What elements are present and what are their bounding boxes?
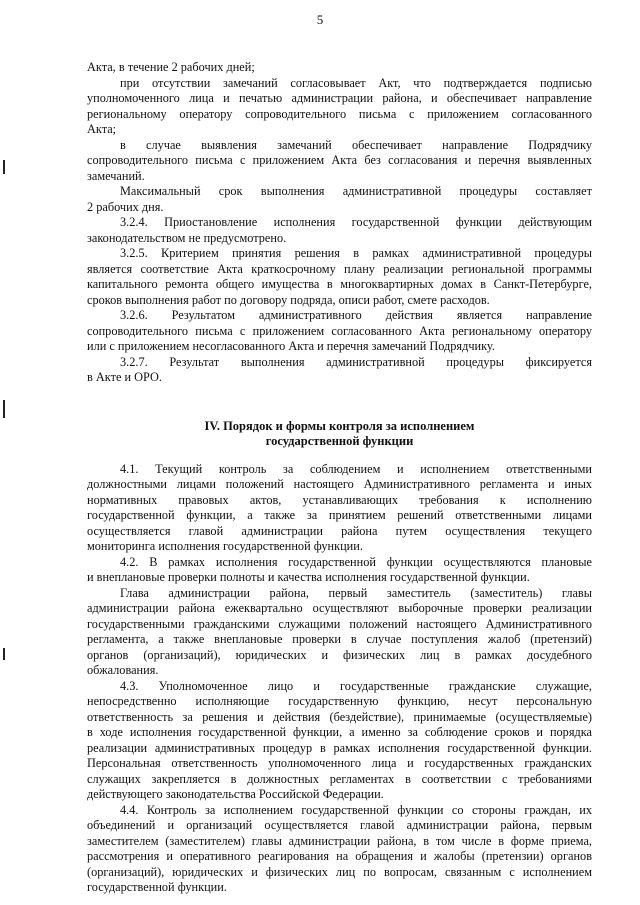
text-line: мониторинга исполнения государственной функции. <box>87 539 363 553</box>
paragraph-3-2-5 <box>87 246 592 308</box>
text-line: замечаний. <box>87 168 145 183</box>
text-line: ответственность за решения и действия (бездействие), принимаемые (осуществляемые) <box>87 709 592 724</box>
text-line: Глава администрации района, первый заместитель (заместитель) главы <box>120 585 592 600</box>
paragraph-max-term <box>87 184 592 215</box>
text-line: региональному оператору сопроводительного письма с приложением согласованного <box>87 106 592 121</box>
section-heading <box>87 419 592 450</box>
text-line: 3.2.6. Результатом административного действия является направление <box>120 308 592 322</box>
paragraph-3-1-continuation <box>87 60 592 76</box>
margin-mark-2 <box>3 400 5 418</box>
text-line: сопроводительного письма с приложением Акта без согласования и перечня выявленных <box>87 153 592 167</box>
text-line: (организаций), юридических и физических лиц по вопросам, связанным с исполнением <box>87 864 592 879</box>
text-line: 4.3. Уполномоченное лицо и государственные гражданские служащие, <box>120 678 592 693</box>
text-line: регламента, а также внеплановые проверки в случае поступления жалоб (претензий) <box>87 632 592 646</box>
paragraph-head-checks <box>87 586 592 679</box>
text-line: администрации района ежеквартально осуществляют выборочные проверки реализации <box>87 601 592 615</box>
text-line: реализации административных процедур в рамках исполнения государственной функции. <box>87 740 592 755</box>
text-line: сопроводительного письма с приложением согласованного Акта региональному оператору <box>87 323 592 338</box>
paragraph-4-2 <box>87 555 592 586</box>
paragraph-3-2-6 <box>87 308 592 355</box>
paragraph-no-remarks <box>87 76 592 138</box>
text-line: служащих закрепляется в должностных регламентах в соответствии с требованиями <box>87 771 592 786</box>
paragraph-4-4 <box>87 803 592 896</box>
paragraph-4-1 <box>87 462 592 555</box>
text-line: Акта, в течение 2 рабочих дней; <box>87 60 255 74</box>
paragraph-3-2-7 <box>87 355 592 386</box>
text-line: обжалования. <box>87 663 159 677</box>
text-line: капитального ремонта общего имущества в многоквартирных домах в Санкт-Петербурге, <box>87 277 592 291</box>
text-line: Максимальный срок выполнения административной процедуры составляет <box>120 184 592 198</box>
paragraph-4-3 <box>87 679 592 803</box>
paragraph-3-2-4 <box>87 215 592 246</box>
text-line: в случае выявления замечаний обеспечивает направление Подрядчику <box>120 137 592 152</box>
text-line: 3.2.5. Критерием принятия решения в рамках административной процедуры <box>120 246 592 260</box>
text-line: 4.2. В рамках исполнения государственной функции осуществляются плановые <box>120 554 592 569</box>
text-line: 4.1. Текущий контроль за соблюдением и исполнением ответственными <box>120 461 592 476</box>
text-line: сроков выполнения работ по договору подряда, описи работ, смете расходов. <box>87 292 490 307</box>
text-line: государственными гражданскими служащими положений настоящего Административного <box>87 616 592 631</box>
section-heading-line-1: IV. Порядок и формы контроля за исполнением <box>204 418 475 433</box>
section-heading-line-2: государственной функции <box>265 434 414 448</box>
text-line: государственной функции. <box>87 880 227 894</box>
text-line: осуществляется главой администрации района путем осуществления текущего <box>87 523 592 538</box>
text-line: является соответствие Акта краткосрочному плану реализации региональной программы <box>87 261 592 276</box>
text-line: непосредственно исполняющие государственную функцию, несут персональную <box>87 694 592 708</box>
text-line: 4.4. Контроль за исполнением государственной функции со стороны граждан, их <box>120 802 592 817</box>
text-line: 3.2.4. Приостановление исполнения государственной функции действующим <box>120 215 592 229</box>
text-line: при отсутствии замечаний согласовывает Акт, что подтверждается подписью <box>120 75 592 90</box>
text-line: Акта; <box>87 122 117 136</box>
text-line: органов (организаций), юридических и физических лиц в рамках досудебного <box>87 647 592 662</box>
text-line: рассмотрения и оперативного реагирования на обращения и жалобы (претензии) органов <box>87 849 592 863</box>
text-line: в Акте и ОРО. <box>87 370 162 384</box>
text-line: или с приложением несогласованного Акта и перечня замечаний Подрядчику. <box>87 339 495 353</box>
text-line: действующего законодательства Российской Федерации. <box>87 787 384 801</box>
text-line: уполномоченного лица и печатью администрации района, и обеспечивает направление <box>87 91 592 105</box>
text-line: в ходе исполнения государственной функции, а именно за соблюдение сроков и порядка <box>87 725 592 739</box>
text-line: законодательством не предусмотрено. <box>87 230 287 245</box>
text-line: государственной функции, а также за принятием решений ответственными лицами <box>87 508 592 522</box>
document-body <box>87 60 592 896</box>
margin-mark-3 <box>3 648 5 660</box>
text-line: заместителем (заместителем) главы администрации района, в том числе в форме приема, <box>87 833 592 848</box>
text-line: Персональная ответственность уполномоченного лица и государственных гражданских <box>87 756 592 770</box>
paragraph-remarks-found <box>87 138 592 185</box>
text-line: должностными лицами положений настоящего Административного регламента и иных <box>87 477 592 491</box>
text-line: 2 рабочих дня. <box>87 199 164 214</box>
text-line: и внеплановые проверки полноты и качества исполнения государственной функции. <box>87 570 530 584</box>
text-line: объединений и организаций осуществляется главой администрации района, первым <box>87 818 592 832</box>
page-number: 5 <box>316 12 324 27</box>
text-line: 3.2.7. Результат выполнения административной процедуры фиксируется <box>120 354 592 369</box>
margin-mark-1 <box>3 160 5 174</box>
text-line: нормативных правовых актов, устанавливающих требования к исполнению <box>87 492 592 507</box>
